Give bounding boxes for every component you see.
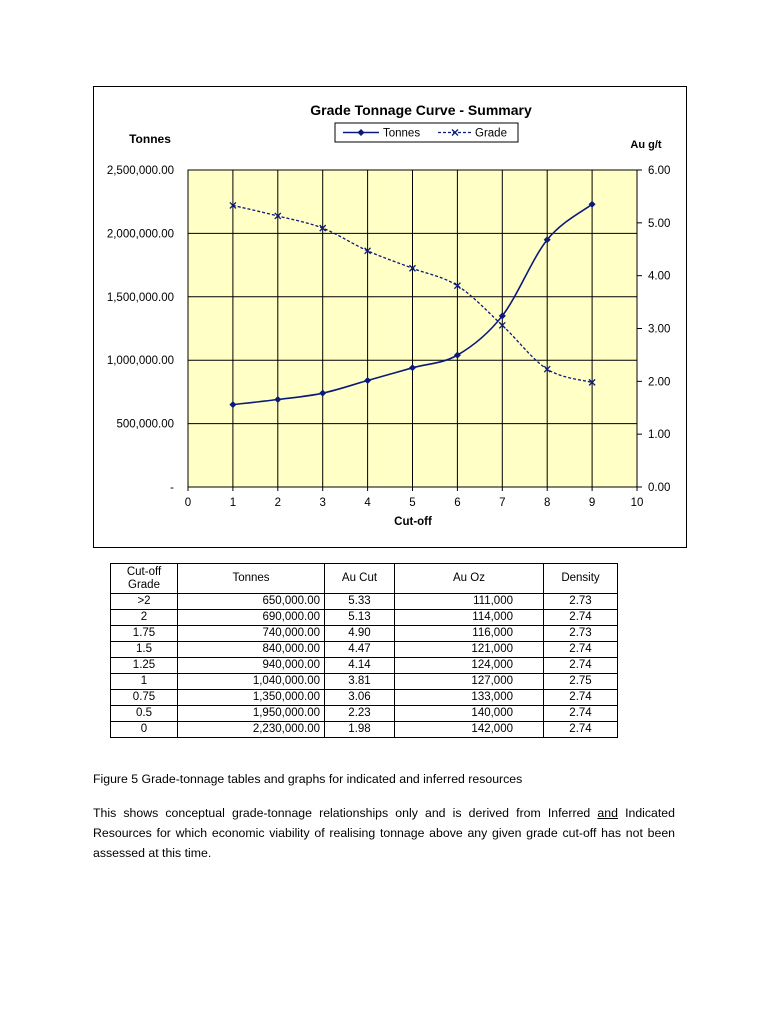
y-left-tick-label: - [170, 482, 174, 494]
y-right-tick-label: 2.00 [648, 376, 671, 389]
y-left-tick-label: 2,500,000.00 [106, 165, 174, 177]
x-tick-label: 5 [409, 497, 416, 509]
x-tick-label: 1 [229, 497, 237, 509]
cell-au-oz: 124,000 [395, 658, 544, 674]
cell-density: 2.74 [544, 722, 618, 738]
header-tonnes: Tonnes [178, 564, 325, 594]
x-tick-label: 10 [630, 497, 644, 509]
table-header-row [111, 564, 618, 594]
cell-cutoff-grade: 0 [111, 722, 178, 738]
cell-cutoff-grade: 1 [111, 674, 178, 690]
header-cutoff-line2: Grade [128, 578, 160, 591]
cell-tonnes: 840,000.00 [178, 642, 325, 658]
cell-tonnes: 940,000.00 [178, 658, 325, 674]
header-cutoff-grade [111, 564, 178, 594]
figure-caption: Figure 5 Grade-tonnage tables and graphs for indicated and inferred resources [93, 772, 523, 786]
cell-cutoff-grade: 0.5 [111, 706, 178, 722]
cell-density: 2.74 [544, 706, 618, 722]
cell-tonnes: 740,000.00 [178, 626, 325, 642]
chart-legend [335, 123, 518, 142]
cell-density: 2.74 [544, 642, 618, 658]
y-left-tick-label: 500,000.00 [116, 418, 174, 431]
header-cutoff-line1: Cut-off [126, 565, 162, 578]
cell-density: 2.73 [544, 626, 618, 642]
paragraph-underlined-and: and [597, 806, 618, 820]
y-right-tick-label: 6.00 [648, 165, 671, 177]
cell-au-cut: 5.33 [325, 594, 395, 610]
paragraph-part2: Indicated Resources for which economic viability of realising tonnage above any given grade cut-off has not been assessed at this time. [93, 806, 675, 860]
cell-au-cut: 4.90 [325, 626, 395, 642]
cell-cutoff-grade: 1.5 [111, 642, 178, 658]
table-row [111, 674, 618, 690]
y-right-tick-label: 1.00 [648, 429, 671, 442]
cell-au-oz: 116,000 [395, 626, 544, 642]
cell-density: 2.74 [544, 690, 618, 706]
header-au-oz: Au Oz [395, 564, 544, 594]
y-left-tick-label: 1,000,000.00 [106, 355, 174, 368]
cell-cutoff-grade: >2 [111, 594, 178, 610]
table-row [111, 642, 618, 658]
cell-au-cut: 4.14 [325, 658, 395, 674]
paragraph-part1: This shows conceptual grade-tonnage relationships only and is derived from Inferred [93, 806, 598, 820]
table-row [111, 658, 618, 674]
table-row [111, 626, 618, 642]
cell-tonnes: 1,040,000.00 [178, 674, 325, 690]
cell-tonnes: 2,230,000.00 [178, 722, 325, 738]
table-row [111, 690, 618, 706]
y-right-axis-label: Au g/t [630, 139, 662, 151]
x-tick-label: 2 [274, 497, 282, 509]
cell-tonnes: 1,950,000.00 [178, 706, 325, 722]
table-row [111, 594, 618, 610]
cell-tonnes: 650,000.00 [178, 594, 325, 610]
cell-au-oz: 121,000 [395, 642, 544, 658]
x-axis-label: Cut-off [394, 516, 432, 528]
header-au-cut: Au Cut [325, 564, 395, 594]
cell-cutoff-grade: 1.75 [111, 626, 178, 642]
table-row [111, 610, 618, 626]
x-tick-label: 0 [184, 497, 192, 509]
y-left-tick-label: 2,000,000.00 [106, 228, 174, 241]
x-tick-label: 4 [364, 497, 371, 509]
cell-au-oz: 133,000 [395, 690, 544, 706]
x-tick-label: 9 [588, 497, 596, 509]
cell-au-cut: 2.23 [325, 706, 395, 722]
description-paragraph [93, 803, 675, 863]
cell-au-oz: 111,000 [395, 594, 544, 610]
x-tick-label: 3 [319, 497, 326, 509]
cell-au-cut: 3.81 [325, 674, 395, 690]
cell-au-cut: 5.13 [325, 610, 395, 626]
cell-density: 2.73 [544, 594, 618, 610]
cell-tonnes: 1,350,000.00 [178, 690, 325, 706]
cell-au-oz: 114,000 [395, 610, 544, 626]
y-left-axis-label: Tonnes [129, 132, 171, 146]
cell-density: 2.74 [544, 658, 618, 674]
chart-title: Grade Tonnage Curve - Summary [310, 102, 532, 118]
legend-grade-label: Grade [475, 127, 507, 140]
cell-density: 2.74 [544, 610, 618, 626]
cell-cutoff-grade: 1.25 [111, 658, 178, 674]
y-right-tick-label: 3.00 [648, 323, 671, 336]
x-tick-label: 6 [454, 497, 461, 509]
cell-au-cut: 4.47 [325, 642, 395, 658]
chart-frame [93, 86, 687, 548]
y-left-tick-label: 1,500,000.00 [106, 291, 174, 304]
cell-au-oz: 142,000 [395, 722, 544, 738]
y-right-tick-label: 0.00 [648, 482, 671, 494]
table-row [111, 722, 618, 738]
y-right-tick-label: 4.00 [648, 270, 671, 283]
x-tick-label: 7 [499, 497, 506, 509]
header-density: Density [544, 564, 618, 594]
cell-au-oz: 140,000 [395, 706, 544, 722]
y-right-tick-label: 5.00 [648, 217, 671, 230]
cell-au-cut: 1.98 [325, 722, 395, 738]
grade-tonnage-chart [94, 87, 688, 549]
cell-cutoff-grade: 2 [111, 610, 178, 626]
x-tick-label: 8 [543, 497, 551, 509]
cell-density: 2.75 [544, 674, 618, 690]
cell-cutoff-grade: 0.75 [111, 690, 178, 706]
cell-au-oz: 127,000 [395, 674, 544, 690]
legend-tonnes-label: Tonnes [383, 127, 421, 140]
table-row [111, 706, 618, 722]
grade-tonnage-table [110, 563, 618, 738]
cell-tonnes: 690,000.00 [178, 610, 325, 626]
cell-au-cut: 3.06 [325, 690, 395, 706]
